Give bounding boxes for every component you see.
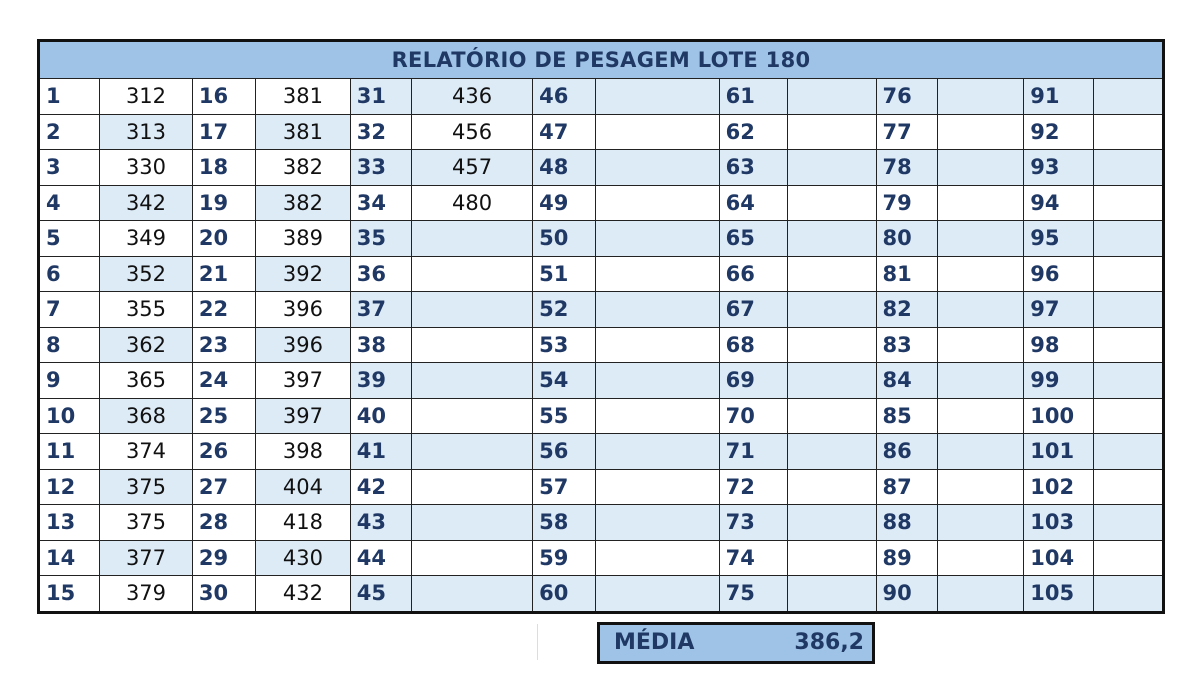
weight-cell[interactable] [411,221,532,257]
item-number-cell[interactable]: 12 [39,469,100,505]
item-number-cell[interactable]: 89 [876,540,937,576]
item-number-cell[interactable]: 93 [1024,150,1093,186]
weight-cell[interactable] [937,185,1024,221]
item-number-cell[interactable]: 76 [876,79,937,115]
item-number-cell[interactable]: 43 [350,505,411,541]
item-number-cell[interactable]: 94 [1024,185,1093,221]
weight-cell[interactable] [596,256,719,292]
item-number-cell[interactable]: 62 [719,114,787,150]
weight-cell[interactable] [1093,256,1163,292]
weight-cell[interactable] [1093,434,1163,470]
weight-cell[interactable] [596,185,719,221]
item-number-cell[interactable]: 57 [533,469,596,505]
item-number-cell[interactable]: 8 [39,327,100,363]
weight-cell[interactable] [596,505,719,541]
weight-cell[interactable] [1093,505,1163,541]
item-number-cell[interactable]: 16 [192,79,255,115]
item-number-cell[interactable]: 77 [876,114,937,150]
item-number-cell[interactable]: 29 [192,540,255,576]
table-row [39,256,1164,292]
item-number-cell[interactable]: 105 [1024,576,1093,613]
weight-cell[interactable] [787,150,876,186]
item-number-cell[interactable]: 86 [876,434,937,470]
weight-cell[interactable] [937,256,1024,292]
weight-cell[interactable] [411,469,532,505]
weight-cell[interactable] [596,576,719,613]
item-number-cell[interactable]: 49 [533,185,596,221]
weight-cell[interactable] [937,114,1024,150]
item-number-cell[interactable]: 54 [533,363,596,399]
item-number-cell[interactable]: 32 [350,114,411,150]
weight-cell[interactable]: 379 [100,576,193,613]
item-number-cell[interactable]: 100 [1024,398,1093,434]
weight-cell[interactable] [937,292,1024,328]
item-number-cell[interactable]: 80 [876,221,937,257]
weight-cell[interactable] [937,576,1024,613]
weight-cell[interactable]: 382 [256,150,351,186]
average-value[interactable]: 386,2 [794,630,864,655]
weight-cell[interactable] [1093,150,1163,186]
weight-cell[interactable]: 365 [100,363,193,399]
item-number-cell[interactable]: 30 [192,576,255,613]
item-number-cell[interactable]: 35 [350,221,411,257]
weight-cell[interactable] [411,398,532,434]
item-number-cell[interactable]: 26 [192,434,255,470]
weight-cell[interactable] [787,114,876,150]
weight-cell[interactable]: 432 [256,576,351,613]
item-number-cell[interactable]: 52 [533,292,596,328]
item-number-cell[interactable]: 92 [1024,114,1093,150]
weight-cell[interactable] [596,434,719,470]
weight-cell[interactable]: 312 [100,79,193,115]
weight-cell[interactable]: 456 [411,114,532,150]
weight-cell[interactable]: 381 [256,114,351,150]
table-row [39,114,1164,150]
weight-cell[interactable] [787,363,876,399]
item-number-cell[interactable]: 88 [876,505,937,541]
weight-cell[interactable]: 368 [100,398,193,434]
item-number-cell[interactable]: 47 [533,114,596,150]
report-title[interactable]: RELATÓRIO DE PESAGEM LOTE 180 [39,41,1164,79]
item-number-cell[interactable]: 69 [719,363,787,399]
table-row [39,150,1164,186]
weight-cell[interactable] [411,576,532,613]
table-row [39,469,1164,505]
item-number-cell[interactable]: 55 [533,398,596,434]
weighing-table [37,39,1165,614]
item-number-cell[interactable]: 78 [876,150,937,186]
weight-cell[interactable]: 352 [100,256,193,292]
weight-cell[interactable] [596,540,719,576]
item-number-cell[interactable]: 24 [192,363,255,399]
weight-cell[interactable] [937,327,1024,363]
item-number-cell[interactable]: 19 [192,185,255,221]
weight-cell[interactable]: 362 [100,327,193,363]
weight-cell[interactable] [596,363,719,399]
item-number-cell[interactable]: 59 [533,540,596,576]
weight-cell[interactable] [937,398,1024,434]
item-number-cell[interactable]: 14 [39,540,100,576]
weight-cell[interactable] [787,185,876,221]
item-number-cell[interactable]: 84 [876,363,937,399]
table-row [39,79,1164,115]
weight-cell[interactable] [937,150,1024,186]
item-number-cell[interactable]: 13 [39,505,100,541]
item-number-cell[interactable]: 1 [39,79,100,115]
item-number-cell[interactable]: 95 [1024,221,1093,257]
weight-cell[interactable] [787,469,876,505]
weight-cell[interactable]: 404 [256,469,351,505]
item-number-cell[interactable]: 45 [350,576,411,613]
item-number-cell[interactable]: 3 [39,150,100,186]
average-box [597,622,875,664]
weight-cell[interactable]: 377 [100,540,193,576]
table-row [39,540,1164,576]
weight-cell[interactable] [411,540,532,576]
table-row [39,185,1164,221]
table-row [39,292,1164,328]
table-row [39,576,1164,613]
item-number-cell[interactable]: 33 [350,150,411,186]
title-row [39,41,1164,79]
weight-cell[interactable]: 418 [256,505,351,541]
weight-cell[interactable] [1093,79,1163,115]
item-number-cell[interactable]: 11 [39,434,100,470]
weight-cell[interactable]: 349 [100,221,193,257]
weight-cell[interactable] [596,150,719,186]
weight-cell[interactable] [787,327,876,363]
weight-cell[interactable] [937,540,1024,576]
item-number-cell[interactable]: 31 [350,79,411,115]
item-number-cell[interactable]: 23 [192,327,255,363]
item-number-cell[interactable]: 40 [350,398,411,434]
item-number-cell[interactable]: 46 [533,79,596,115]
weight-cell[interactable] [1093,540,1163,576]
weight-cell[interactable] [1093,363,1163,399]
weight-cell[interactable]: 382 [256,185,351,221]
item-number-cell[interactable]: 9 [39,363,100,399]
weight-cell[interactable] [596,292,719,328]
weight-cell[interactable] [411,363,532,399]
weight-cell[interactable] [1093,221,1163,257]
weight-cell[interactable] [596,327,719,363]
table-row [39,434,1164,470]
item-number-cell[interactable]: 74 [719,540,787,576]
item-number-cell[interactable]: 20 [192,221,255,257]
item-number-cell[interactable]: 38 [350,327,411,363]
item-number-cell[interactable]: 67 [719,292,787,328]
weight-cell[interactable] [411,292,532,328]
table-row [39,363,1164,399]
item-number-cell[interactable]: 104 [1024,540,1093,576]
item-number-cell[interactable]: 79 [876,185,937,221]
item-number-cell[interactable]: 48 [533,150,596,186]
item-number-cell[interactable]: 85 [876,398,937,434]
item-number-cell[interactable]: 75 [719,576,787,613]
item-number-cell[interactable]: 63 [719,150,787,186]
item-number-cell[interactable]: 72 [719,469,787,505]
item-number-cell[interactable]: 37 [350,292,411,328]
weight-cell[interactable] [1093,185,1163,221]
weight-cell[interactable] [411,505,532,541]
weight-cell[interactable]: 313 [100,114,193,150]
item-number-cell[interactable]: 56 [533,434,596,470]
item-number-cell[interactable]: 101 [1024,434,1093,470]
item-number-cell[interactable]: 28 [192,505,255,541]
weight-cell[interactable]: 398 [256,434,351,470]
weight-cell[interactable] [787,576,876,613]
weight-cell[interactable] [787,398,876,434]
item-number-cell[interactable]: 34 [350,185,411,221]
weight-cell[interactable] [937,363,1024,399]
item-number-cell[interactable]: 98 [1024,327,1093,363]
weight-cell[interactable]: 480 [411,185,532,221]
weight-cell[interactable] [596,221,719,257]
item-number-cell[interactable]: 15 [39,576,100,613]
weight-cell[interactable] [596,469,719,505]
item-number-cell[interactable]: 42 [350,469,411,505]
item-number-cell[interactable]: 99 [1024,363,1093,399]
weight-cell[interactable]: 355 [100,292,193,328]
weight-cell[interactable] [1093,292,1163,328]
weight-cell[interactable] [787,79,876,115]
item-number-cell[interactable]: 96 [1024,256,1093,292]
item-number-cell[interactable]: 4 [39,185,100,221]
weight-cell[interactable]: 397 [256,398,351,434]
table-row [39,505,1164,541]
item-number-cell[interactable]: 97 [1024,292,1093,328]
average-label: MÉDIA [614,630,695,655]
item-number-cell[interactable]: 22 [192,292,255,328]
item-number-cell[interactable]: 82 [876,292,937,328]
weight-cell[interactable] [937,505,1024,541]
item-number-cell[interactable]: 61 [719,79,787,115]
item-number-cell[interactable]: 68 [719,327,787,363]
weight-cell[interactable] [1093,327,1163,363]
weight-cell[interactable] [937,79,1024,115]
item-number-cell[interactable]: 90 [876,576,937,613]
item-number-cell[interactable]: 36 [350,256,411,292]
weight-cell[interactable] [596,398,719,434]
item-number-cell[interactable]: 58 [533,505,596,541]
item-number-cell[interactable]: 18 [192,150,255,186]
weight-cell[interactable]: 381 [256,79,351,115]
weight-cell[interactable] [937,221,1024,257]
weight-cell[interactable]: 392 [256,256,351,292]
item-number-cell[interactable]: 70 [719,398,787,434]
weight-cell[interactable] [1093,114,1163,150]
weight-cell[interactable] [1093,469,1163,505]
item-number-cell[interactable]: 51 [533,256,596,292]
weight-cell[interactable] [787,505,876,541]
item-number-cell[interactable]: 53 [533,327,596,363]
weight-cell[interactable]: 396 [256,292,351,328]
item-number-cell[interactable]: 44 [350,540,411,576]
weight-cell[interactable]: 436 [411,79,532,115]
item-number-cell[interactable]: 73 [719,505,787,541]
item-number-cell[interactable]: 91 [1024,79,1093,115]
item-number-cell[interactable]: 103 [1024,505,1093,541]
item-number-cell[interactable]: 5 [39,221,100,257]
grid-divider [537,624,538,660]
weight-cell[interactable] [1093,398,1163,434]
item-number-cell[interactable]: 83 [876,327,937,363]
item-number-cell[interactable]: 41 [350,434,411,470]
item-number-cell[interactable]: 71 [719,434,787,470]
item-number-cell[interactable]: 17 [192,114,255,150]
weight-cell[interactable] [1093,576,1163,613]
item-number-cell[interactable]: 21 [192,256,255,292]
item-number-cell[interactable]: 87 [876,469,937,505]
item-number-cell[interactable]: 65 [719,221,787,257]
weighing-report-sheet [37,39,1165,614]
weight-cell[interactable]: 342 [100,185,193,221]
item-number-cell[interactable]: 39 [350,363,411,399]
weight-cell[interactable]: 430 [256,540,351,576]
item-number-cell[interactable]: 25 [192,398,255,434]
weight-cell[interactable] [787,292,876,328]
item-number-cell[interactable]: 7 [39,292,100,328]
table-row [39,221,1164,257]
item-number-cell[interactable]: 27 [192,469,255,505]
weight-cell[interactable] [596,114,719,150]
weight-cell[interactable]: 375 [100,469,193,505]
item-number-cell[interactable]: 66 [719,256,787,292]
item-number-cell[interactable]: 102 [1024,469,1093,505]
weight-cell[interactable] [937,469,1024,505]
weight-cell[interactable] [787,221,876,257]
item-number-cell[interactable]: 10 [39,398,100,434]
weight-cell[interactable] [787,540,876,576]
weight-cell[interactable] [411,327,532,363]
weight-cell[interactable] [596,79,719,115]
weight-cell[interactable]: 375 [100,505,193,541]
weight-cell[interactable] [411,256,532,292]
weight-cell[interactable] [787,434,876,470]
item-number-cell[interactable]: 64 [719,185,787,221]
item-number-cell[interactable]: 2 [39,114,100,150]
weight-cell[interactable]: 397 [256,363,351,399]
weight-cell[interactable] [787,256,876,292]
item-number-cell[interactable]: 60 [533,576,596,613]
item-number-cell[interactable]: 81 [876,256,937,292]
weight-cell[interactable] [937,434,1024,470]
weight-cell[interactable]: 330 [100,150,193,186]
weight-cell[interactable]: 457 [411,150,532,186]
table-row [39,327,1164,363]
item-number-cell[interactable]: 50 [533,221,596,257]
weight-cell[interactable]: 374 [100,434,193,470]
weight-cell[interactable]: 396 [256,327,351,363]
weight-cell[interactable] [411,434,532,470]
weight-cell[interactable]: 389 [256,221,351,257]
item-number-cell[interactable]: 6 [39,256,100,292]
table-row [39,398,1164,434]
